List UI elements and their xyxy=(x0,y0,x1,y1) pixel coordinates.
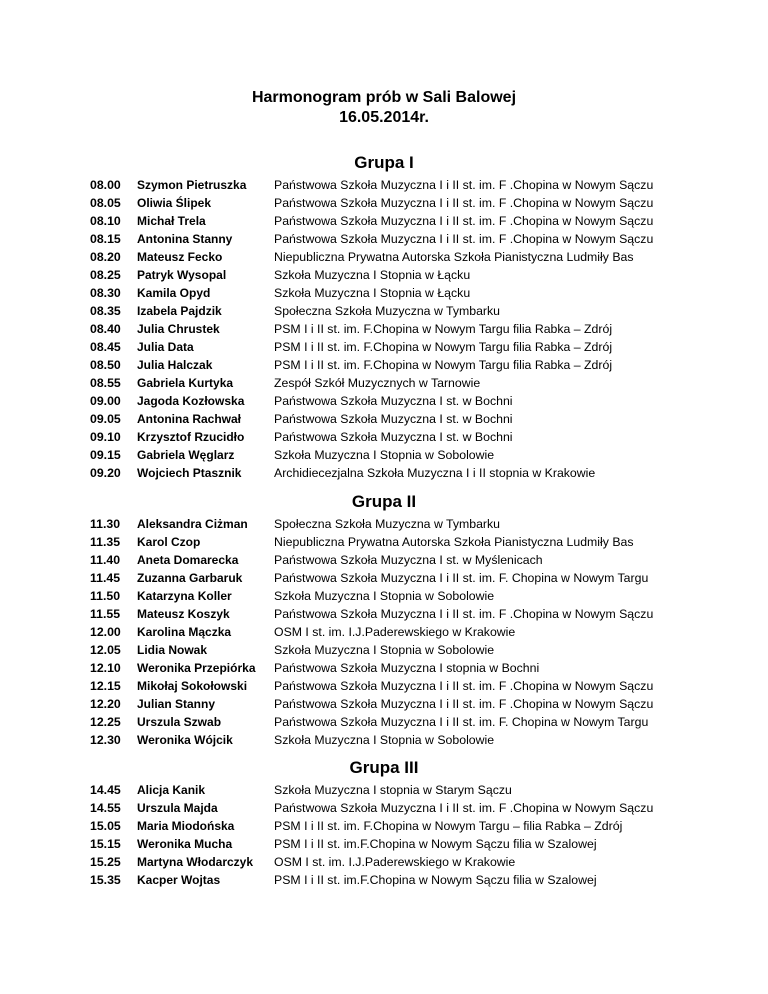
time-cell: 08.40 xyxy=(90,322,121,336)
performer-name: Weronika Mucha xyxy=(137,837,233,851)
school-name: Społeczna Szkoła Muzyczna w Tymbarku xyxy=(274,517,500,531)
school-name: OSM I st. im. I.J.Paderewskiego w Krakowie xyxy=(274,855,516,869)
school-name: Państwowa Szkoła Muzyczna I i II st. im. F .Chopina w Nowym Sączu xyxy=(274,232,654,246)
time-cell: 11.30 xyxy=(90,517,121,531)
time-cell: 11.35 xyxy=(90,535,121,549)
performer-name: Julian Stanny xyxy=(137,697,216,711)
school-name: PSM I i II st. im. F.Chopina w Nowym Targu filia Rabka – Zdrój xyxy=(274,340,613,354)
school-name: Państwowa Szkoła Muzyczna I st. w Bochni xyxy=(274,430,513,444)
school-name: Szkoła Muzyczna I Stopnia w Łącku xyxy=(274,268,471,282)
school-name: Państwowa Szkoła Muzyczna I i II st. im. F .Chopina w Nowym Sączu xyxy=(274,178,654,192)
performer-name: Julia Halczak xyxy=(137,358,213,372)
performer-name: Michał Trela xyxy=(137,214,206,228)
school-name: Państwowa Szkoła Muzyczna I i II st. im. F. Chopina w Nowym Targu xyxy=(274,571,649,585)
time-cell: 15.05 xyxy=(90,819,121,833)
performer-name: Zuzanna Garbaruk xyxy=(137,571,243,585)
performer-name: Urszula Szwab xyxy=(137,715,222,729)
time-cell: 08.35 xyxy=(90,304,121,318)
school-name: Państwowa Szkoła Muzyczna I st. w Bochni xyxy=(274,412,513,426)
performer-name: Patryk Wysopal xyxy=(137,268,227,282)
time-cell: 08.55 xyxy=(90,376,121,390)
school-name: Państwowa Szkoła Muzyczna I stopnia w Bochni xyxy=(274,661,540,675)
school-name: Społeczna Szkoła Muzyczna w Tymbarku xyxy=(274,304,500,318)
time-cell: 11.40 xyxy=(90,553,121,567)
schedule-row xyxy=(0,551,768,569)
schedule-row xyxy=(0,731,768,749)
schedule-row xyxy=(0,871,768,889)
time-cell: 09.15 xyxy=(90,448,121,462)
group-heading: Grupa I xyxy=(354,153,414,172)
school-name: Niepubliczna Prywatna Autorska Szkoła Pianistyczna Ludmiły Bas xyxy=(274,250,634,264)
school-name: PSM I i II st. im. F.Chopina w Nowym Targu – filia Rabka – Zdrój xyxy=(274,819,623,833)
time-cell: 09.20 xyxy=(90,466,121,480)
schedule-row xyxy=(0,428,768,446)
time-cell: 11.50 xyxy=(90,589,121,603)
schedule-row xyxy=(0,176,768,194)
schedule-row xyxy=(0,266,768,284)
performer-name: Krzysztof Rzucidło xyxy=(137,430,245,444)
schedule-row xyxy=(0,446,768,464)
time-cell: 08.05 xyxy=(90,196,121,210)
schedule-row xyxy=(0,835,768,853)
performer-name: Kacper Wojtas xyxy=(137,873,221,887)
schedule-row xyxy=(0,695,768,713)
schedule-row xyxy=(0,356,768,374)
performer-name: Szymon Pietruszka xyxy=(137,178,247,192)
schedule-row xyxy=(0,781,768,799)
time-cell: 09.10 xyxy=(90,430,121,444)
time-cell: 08.30 xyxy=(90,286,121,300)
school-name: Państwowa Szkoła Muzyczna I i II st. im. F .Chopina w Nowym Sączu xyxy=(274,214,654,228)
school-name: Państwowa Szkoła Muzyczna I i II st. im. F .Chopina w Nowym Sączu xyxy=(274,607,654,621)
time-cell: 12.10 xyxy=(90,661,121,675)
time-cell: 08.25 xyxy=(90,268,121,282)
schedule-row xyxy=(0,374,768,392)
performer-name: Mateusz Fecko xyxy=(137,250,223,264)
schedule-row xyxy=(0,713,768,731)
performer-name: Oliwia Ślipek xyxy=(137,196,212,210)
time-cell: 14.55 xyxy=(90,801,121,815)
group-3-list xyxy=(0,781,768,889)
performer-name: Wojciech Ptasznik xyxy=(137,466,242,480)
performer-name: Julia Data xyxy=(137,340,194,354)
performer-name: Julia Chrustek xyxy=(137,322,220,336)
time-cell: 11.45 xyxy=(90,571,121,585)
schedule-row xyxy=(0,212,768,230)
performer-name: Weronika Przepiórka xyxy=(137,661,256,675)
time-cell: 15.15 xyxy=(90,837,121,851)
time-cell: 09.00 xyxy=(90,394,121,408)
school-name: OSM I st. im. I.J.Paderewskiego w Krakowie xyxy=(274,625,516,639)
school-name: Zespół Szkół Muzycznych w Tarnowie xyxy=(274,376,481,390)
school-name: Państwowa Szkoła Muzyczna I i II st. im. F. Chopina w Nowym Targu xyxy=(274,715,649,729)
performer-name: Katarzyna Koller xyxy=(137,589,232,603)
performer-name: Jagoda Kozłowska xyxy=(137,394,245,408)
school-name: Archidiecezjalna Szkoła Muzyczna I i II stopnia w Krakowie xyxy=(274,466,596,480)
schedule-row xyxy=(0,284,768,302)
performer-name: Gabriela Węglarz xyxy=(137,448,235,462)
time-cell: 12.30 xyxy=(90,733,121,747)
school-name: Państwowa Szkoła Muzyczna I st. w Myślenicach xyxy=(274,553,543,567)
time-cell: 08.20 xyxy=(90,250,121,264)
time-cell: 12.00 xyxy=(90,625,121,639)
schedule-row xyxy=(0,623,768,641)
schedule-row xyxy=(0,248,768,266)
school-name: Państwowa Szkoła Muzyczna I i II st. im. F .Chopina w Nowym Sączu xyxy=(274,801,654,815)
performer-name: Martyna Włodarczyk xyxy=(137,855,254,869)
schedule-row xyxy=(0,641,768,659)
time-cell: 15.35 xyxy=(90,873,121,887)
group-2-list xyxy=(0,515,768,749)
time-cell: 08.15 xyxy=(90,232,121,246)
schedule-row xyxy=(0,659,768,677)
time-cell: 12.20 xyxy=(90,697,121,711)
performer-name: Maria Miodońska xyxy=(137,819,235,833)
schedule-row xyxy=(0,605,768,623)
time-cell: 12.15 xyxy=(90,679,121,693)
school-name: PSM I i II st. im. F.Chopina w Nowym Targu filia Rabka – Zdrój xyxy=(274,358,613,372)
schedule-row xyxy=(0,853,768,871)
school-name: Państwowa Szkoła Muzyczna I i II st. im. F .Chopina w Nowym Sączu xyxy=(274,196,654,210)
schedule-row xyxy=(0,410,768,428)
time-cell: 14.45 xyxy=(90,783,121,797)
schedule-row xyxy=(0,799,768,817)
school-name: Państwowa Szkoła Muzyczna I st. w Bochni xyxy=(274,394,513,408)
time-cell: 08.45 xyxy=(90,340,121,354)
time-cell: 12.25 xyxy=(90,715,121,729)
school-name: Szkoła Muzyczna I stopnia w Starym Sączu xyxy=(274,783,512,797)
performer-name: Antonina Rachwał xyxy=(137,412,242,426)
school-name: Szkoła Muzyczna I Stopnia w Sobolowie xyxy=(274,589,495,603)
school-name: PSM I i II st. im.F.Chopina w Nowym Sączu filia w Szalowej xyxy=(274,873,597,887)
page-title: Harmonogram prób w Sali Balowej xyxy=(251,89,517,106)
schedule-row xyxy=(0,515,768,533)
time-cell: 08.10 xyxy=(90,214,121,228)
performer-name: Aleksandra Ciżman xyxy=(137,517,248,531)
time-cell: 09.05 xyxy=(90,412,121,426)
schedule-row xyxy=(0,464,768,482)
schedule-row xyxy=(0,587,768,605)
schedule-row xyxy=(0,392,768,410)
schedule-row xyxy=(0,320,768,338)
performer-name: Gabriela Kurtyka xyxy=(137,376,234,390)
performer-name: Lidia Nowak xyxy=(137,643,208,657)
group-heading: Grupa III xyxy=(349,758,419,777)
schedule-row xyxy=(0,817,768,835)
school-name: Szkoła Muzyczna I Stopnia w Łącku xyxy=(274,286,471,300)
group-heading: Grupa II xyxy=(351,492,417,511)
school-name: Niepubliczna Prywatna Autorska Szkoła Pianistyczna Ludmiły Bas xyxy=(274,535,634,549)
time-cell: 12.05 xyxy=(90,643,121,657)
schedule-row xyxy=(0,194,768,212)
time-cell: 08.00 xyxy=(90,178,121,192)
page-date: 16.05.2014r. xyxy=(339,109,429,126)
school-name: Państwowa Szkoła Muzyczna I i II st. im. F .Chopina w Nowym Sączu xyxy=(274,679,654,693)
schedule-row xyxy=(0,533,768,551)
performer-name: Mateusz Koszyk xyxy=(137,607,230,621)
performer-name: Aneta Domarecka xyxy=(137,553,239,567)
time-cell: 08.50 xyxy=(90,358,121,372)
schedule-row xyxy=(0,230,768,248)
schedule-row xyxy=(0,302,768,320)
school-name: Szkoła Muzyczna I Stopnia w Sobolowie xyxy=(274,733,495,747)
performer-name: Kamila Opyd xyxy=(137,286,211,300)
performer-name: Mikołaj Sokołowski xyxy=(137,679,248,693)
time-cell: 11.55 xyxy=(90,607,121,621)
time-cell: 15.25 xyxy=(90,855,121,869)
school-name: Szkoła Muzyczna I Stopnia w Sobolowie xyxy=(274,448,495,462)
performer-name: Karol Czop xyxy=(137,535,201,549)
school-name: Szkoła Muzyczna I Stopnia w Sobolowie xyxy=(274,643,495,657)
schedule-row xyxy=(0,569,768,587)
school-name: PSM I i II st. im. F.Chopina w Nowym Targu filia Rabka – Zdrój xyxy=(274,322,613,336)
school-name: Państwowa Szkoła Muzyczna I i II st. im. F .Chopina w Nowym Sączu xyxy=(274,697,654,711)
performer-name: Weronika Wójcik xyxy=(137,733,233,747)
school-name: PSM I i II st. im.F.Chopina w Nowym Sączu filia w Szalowej xyxy=(274,837,597,851)
schedule-row xyxy=(0,338,768,356)
performer-name: Karolina Mączka xyxy=(137,625,232,639)
schedule-row xyxy=(0,677,768,695)
performer-name: Izabela Pajdzik xyxy=(137,304,222,318)
group-1-list xyxy=(0,176,768,482)
performer-name: Alicja Kanik xyxy=(137,783,206,797)
performer-name: Antonina Stanny xyxy=(137,232,233,246)
performer-name: Urszula Majda xyxy=(137,801,218,815)
